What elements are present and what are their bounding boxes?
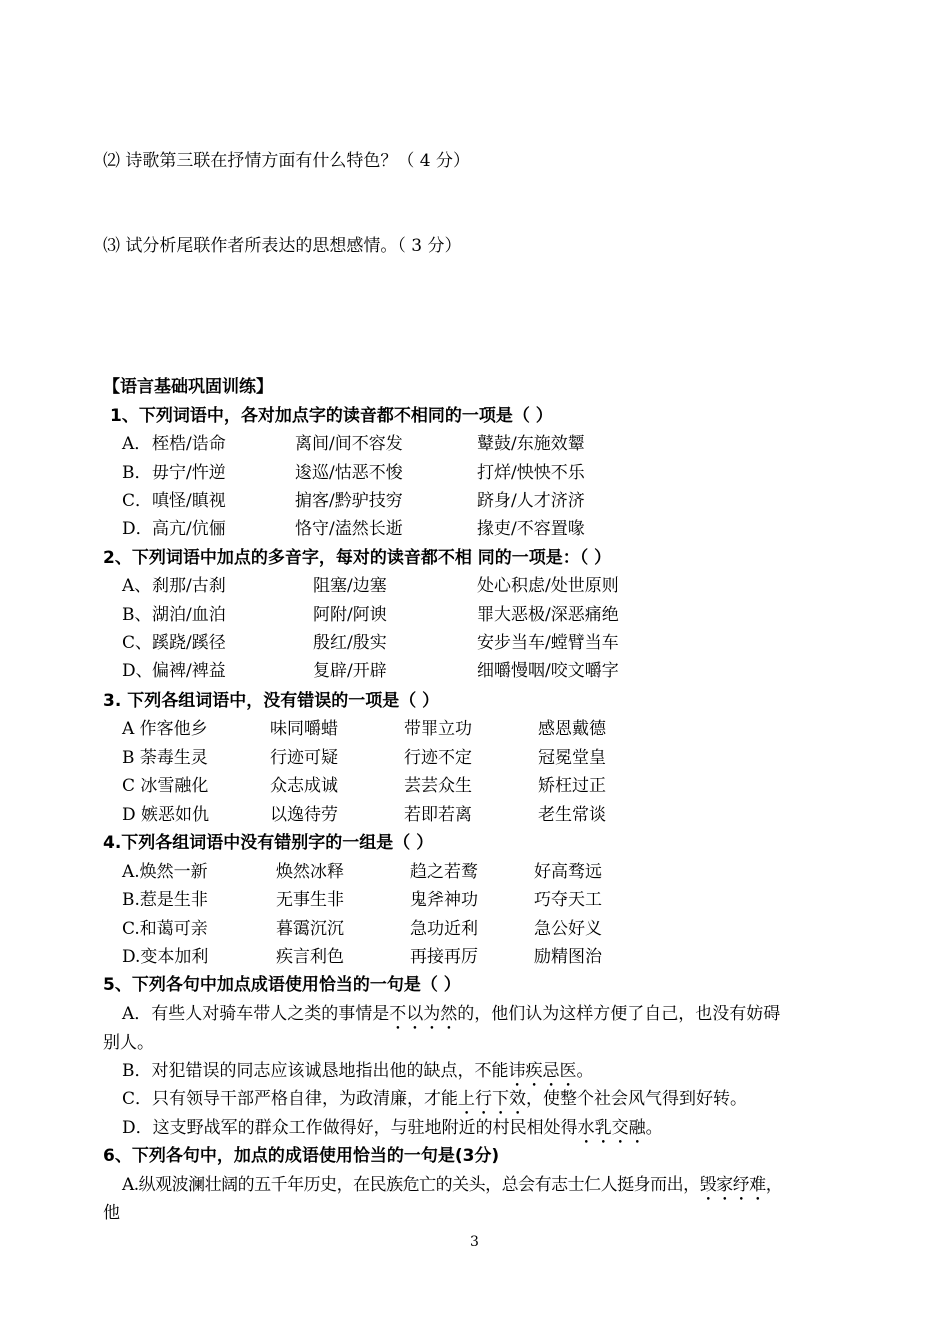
option-pair: 罪大恶极/深恶痛绝 (477, 605, 619, 625)
option-word: 巧夺天工 (534, 890, 602, 910)
option-pair: 恪守/溘然长逝 (295, 519, 403, 539)
option-word: 行迹可疑 (270, 748, 338, 768)
option-letter: D、 (122, 661, 153, 681)
dotted-idiom: 讳疾忌医 (508, 1061, 577, 1081)
option-word: 芸芸众生 (404, 776, 472, 796)
option-letter: B、 (122, 605, 152, 625)
option-word: B 荼毒生灵 (122, 748, 208, 768)
option-letter: C． (122, 491, 153, 511)
option-word: 急功近利 (410, 919, 478, 939)
q1-stem: 1、下列词语中，各对加点字的读音都不相同的一项是（ ） (110, 406, 553, 426)
page-number: 3 (470, 1234, 479, 1250)
option-pair: 鼙鼓/东施效颦 (477, 434, 585, 454)
option-word: 味同嚼蜡 (270, 719, 338, 739)
option-pair: 湖泊/血泊 (152, 605, 226, 625)
option-pair: 阻塞/边塞 (313, 576, 387, 596)
option-word: 冠冕堂皇 (538, 748, 606, 768)
dotted-idiom: 不以为然 (389, 1004, 458, 1024)
option-pair: 掮客/黔驴技穷 (295, 491, 403, 511)
option-word: D 嫉恶如仇 (122, 805, 210, 825)
option-word: 趋之若鹜 (410, 862, 478, 882)
option-pair: 偏裨/裨益 (152, 661, 226, 681)
sentence-text: 。 (576, 1061, 594, 1081)
option-pair: 逡巡/怙恶不悛 (295, 463, 403, 483)
option-word: 疾言利色 (276, 947, 344, 967)
q2m-stem: 2、下列词语中加点的多音字，每对的读音都不相 同的一项是：（ ） (103, 548, 612, 568)
section-title: 【语言基础巩固训练】 (103, 377, 273, 397)
sentence-text: A.纵观波澜壮阔的五千年历史，在民族危亡的关头，总会有志士仁人挺身而出， (122, 1175, 700, 1195)
option-word: A 作客他乡 (122, 719, 208, 739)
option-word: B.惹是生非 (122, 890, 208, 910)
sentence-text: 。 (645, 1118, 663, 1138)
option-word: 若即若离 (404, 805, 472, 825)
option-pair: 阿附/阿谀 (313, 605, 387, 625)
q6-option-a-continued: 他 (103, 1203, 120, 1223)
q6-stem: 6、下列各句中，加点的成语使用恰当的一句是(3分) (103, 1146, 500, 1166)
question-2-line: ⑵ 诗歌第三联在抒情方面有什么特色？（ 4 分） (103, 151, 471, 171)
option-word: 矫枉过正 (538, 776, 606, 796)
option-pair: 毋宁/忤逆 (152, 463, 226, 483)
option-word: 众志成诚 (270, 776, 338, 796)
option-word: 再接再厉 (410, 947, 478, 967)
option-pair: 安步当车/螳臂当车 (477, 633, 619, 653)
option-word: C 冰雪融化 (122, 776, 209, 796)
option-word: 带罪立功 (404, 719, 472, 739)
dotted-idiom: 水乳交融 (577, 1118, 646, 1138)
sentence-text: A．有些人对骑车带人之类的事情是 (122, 1004, 390, 1024)
sentence-text: ， (765, 1175, 783, 1195)
option-letter: C、 (122, 633, 153, 653)
option-word: 感恩戴德 (538, 719, 606, 739)
option-pair: 嗔怪/瞋视 (152, 491, 226, 511)
option-pair: 高亢/伉俪 (152, 519, 226, 539)
option-word: 好高骛远 (534, 862, 602, 882)
option-pair: 殷红/殷实 (313, 633, 387, 653)
option-word: C.和蔼可亲 (122, 919, 208, 939)
dotted-idiom: 毁家纾难 (699, 1175, 766, 1195)
option-letter: B． (122, 463, 152, 483)
option-word: D.变本加利 (122, 947, 209, 967)
sentence-text: 的，他们认为这样方便了自己，也没有妨碍 (457, 1004, 781, 1024)
option-pair: 处心积虑/处世原则 (477, 576, 619, 596)
option-pair: 掾吏/不容置喙 (477, 519, 585, 539)
q4-stem: 4.下列各组词语中没有错别字的一组是（ ） (103, 833, 434, 853)
option-word: 急公好义 (534, 919, 602, 939)
option-pair: 刹那/古刹 (152, 576, 226, 596)
option-pair: 打烊/怏怏不乐 (477, 463, 585, 483)
sentence-text: B．对犯错误的同志应该诚恳地指出他的缺点，不能 (122, 1061, 509, 1081)
option-word: A.焕然一新 (122, 862, 208, 882)
option-word: 老生常谈 (538, 805, 606, 825)
sentence-text: D．这支野战军的群众工作做得好，与驻地附近的村民相处得 (122, 1118, 578, 1138)
option-letter: A． (122, 434, 152, 454)
sentence-text: ，使整个社会风气得到好转。 (526, 1089, 748, 1109)
q3w-stem: 3. 下列各组词语中，没有错误的一项是（ ） (103, 691, 440, 711)
option-pair: 复辟/开辟 (313, 661, 387, 681)
question-3-line: ⑶ 试分析尾联作者所表达的思想感情。（ 3 分） (103, 236, 462, 256)
option-pair: 离间/间不容发 (295, 434, 403, 454)
option-word: 行迹不定 (404, 748, 472, 768)
option-pair: 细嚼慢咽/咬文嚼字 (477, 661, 619, 681)
option-word: 鬼斧神功 (410, 890, 478, 910)
option-word: 焕然冰释 (276, 862, 344, 882)
q5-option-a (122, 999, 780, 1034)
sentence-text: C．只有领导干部严格自律，为政清廉，才能 (122, 1089, 459, 1109)
option-word: 暮霭沉沉 (276, 919, 344, 939)
option-letter: A、 (122, 576, 152, 596)
q5-option-a-continued: 别人。 (103, 1033, 154, 1053)
q5-stem: 5、下列各句中加点成语使用恰当的一句是（ ） (103, 975, 461, 995)
option-pair: 跻身/人才济济 (477, 491, 585, 511)
option-word: 励精图治 (534, 947, 602, 967)
option-word: 以逸待劳 (270, 805, 338, 825)
option-word: 无事生非 (276, 890, 344, 910)
option-pair: 桎梏/诰命 (152, 434, 226, 454)
q6-option-a (122, 1170, 782, 1205)
option-pair: 蹊跷/蹊径 (152, 633, 226, 653)
dotted-idiom: 上行下效 (458, 1089, 527, 1109)
option-letter: D． (122, 519, 153, 539)
